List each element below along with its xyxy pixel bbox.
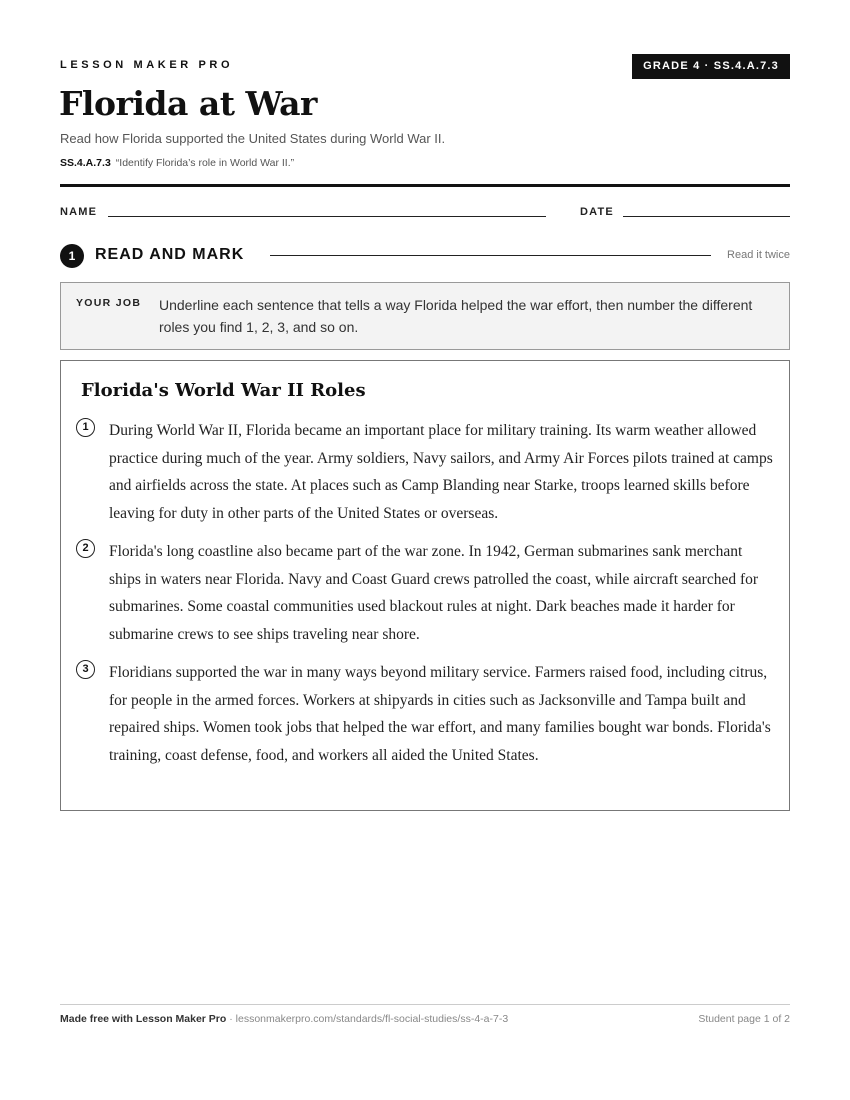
step-hint: Read it twice	[727, 249, 790, 261]
paragraph-text: Florida's long coastline also became part of the war zone. In 1942, German submarines sank merchant ships in waters near Florida. Navy and Coast Guard crews patrolled the coast, while aircraft searched for submarines. Some coastal communities used blackout rules at night. Dark beaches made it harder for submarine crews to see ships traveling near shore.	[109, 543, 759, 643]
step-title: READ AND MARK	[95, 246, 245, 263]
standard-line	[60, 157, 294, 169]
page-title: Florida at War	[59, 84, 317, 123]
page-subtitle: Read how Florida supported the United States during World War II.	[60, 131, 446, 146]
paragraph-number-badge: 1	[76, 418, 95, 437]
grade-badge: GRADE 4 · SS.4.A.7.3	[632, 54, 790, 79]
brand-name: LESSON MAKER PRO	[60, 59, 234, 71]
date-label: DATE	[580, 206, 614, 218]
date-field-line[interactable]	[623, 216, 790, 217]
name-label: NAME	[60, 206, 98, 218]
job-label: YOUR JOB	[76, 297, 142, 309]
job-text: Underline each sentence that tells a way Florida helped the war effort, then number the different roles you find 1, 2, 3, and so on.	[159, 297, 753, 335]
paragraph-number-badge: 3	[76, 660, 95, 679]
step-number-badge: 1	[60, 244, 84, 268]
footer-url[interactable]: · lessonmakerpro.com/standards/fl-social-studies/ss-4-a-7-3	[226, 1013, 509, 1025]
reading-passage-box	[60, 360, 790, 811]
footer-credit	[60, 1013, 508, 1025]
paragraph-number-badge: 2	[76, 539, 95, 558]
footer-divider	[60, 1004, 790, 1005]
reading-title: Florida's World War II Roles	[81, 380, 366, 401]
standard-code: SS.4.A.7.3	[60, 157, 111, 169]
name-field-line[interactable]	[108, 216, 546, 217]
step-divider	[270, 255, 711, 256]
standard-text: “Identify Florida’s role in World War II.”	[115, 157, 295, 169]
footer-made-with: Made free with Lesson Maker Pro	[60, 1013, 227, 1025]
paragraph-text: During World War II, Florida became an important place for military training. Its warm weather allowed practice during much of the year. Army soldiers, Navy sailors, and Army Air Forces pilots trained at camps and airfields across the state. At places such as Camp Blanding near Starke, troops learned skills before leaving for duty in other parts of the United States or overseas.	[109, 422, 773, 522]
footer-page-number: Student page 1 of 2	[698, 1013, 790, 1025]
header-divider	[60, 184, 790, 187]
paragraph-text: Floridians supported the war in many ways beyond military service. Farmers raised food, including citrus, for people in the armed forces. Workers at shipyards in cities such as Jacksonville and Tampa built and repaired ships. Women took jobs that helped the war effort, and many families bought war bonds. Florida's training, coast defense, food, and workers all aided the United States.	[109, 664, 771, 764]
job-instructions-box	[60, 282, 790, 350]
